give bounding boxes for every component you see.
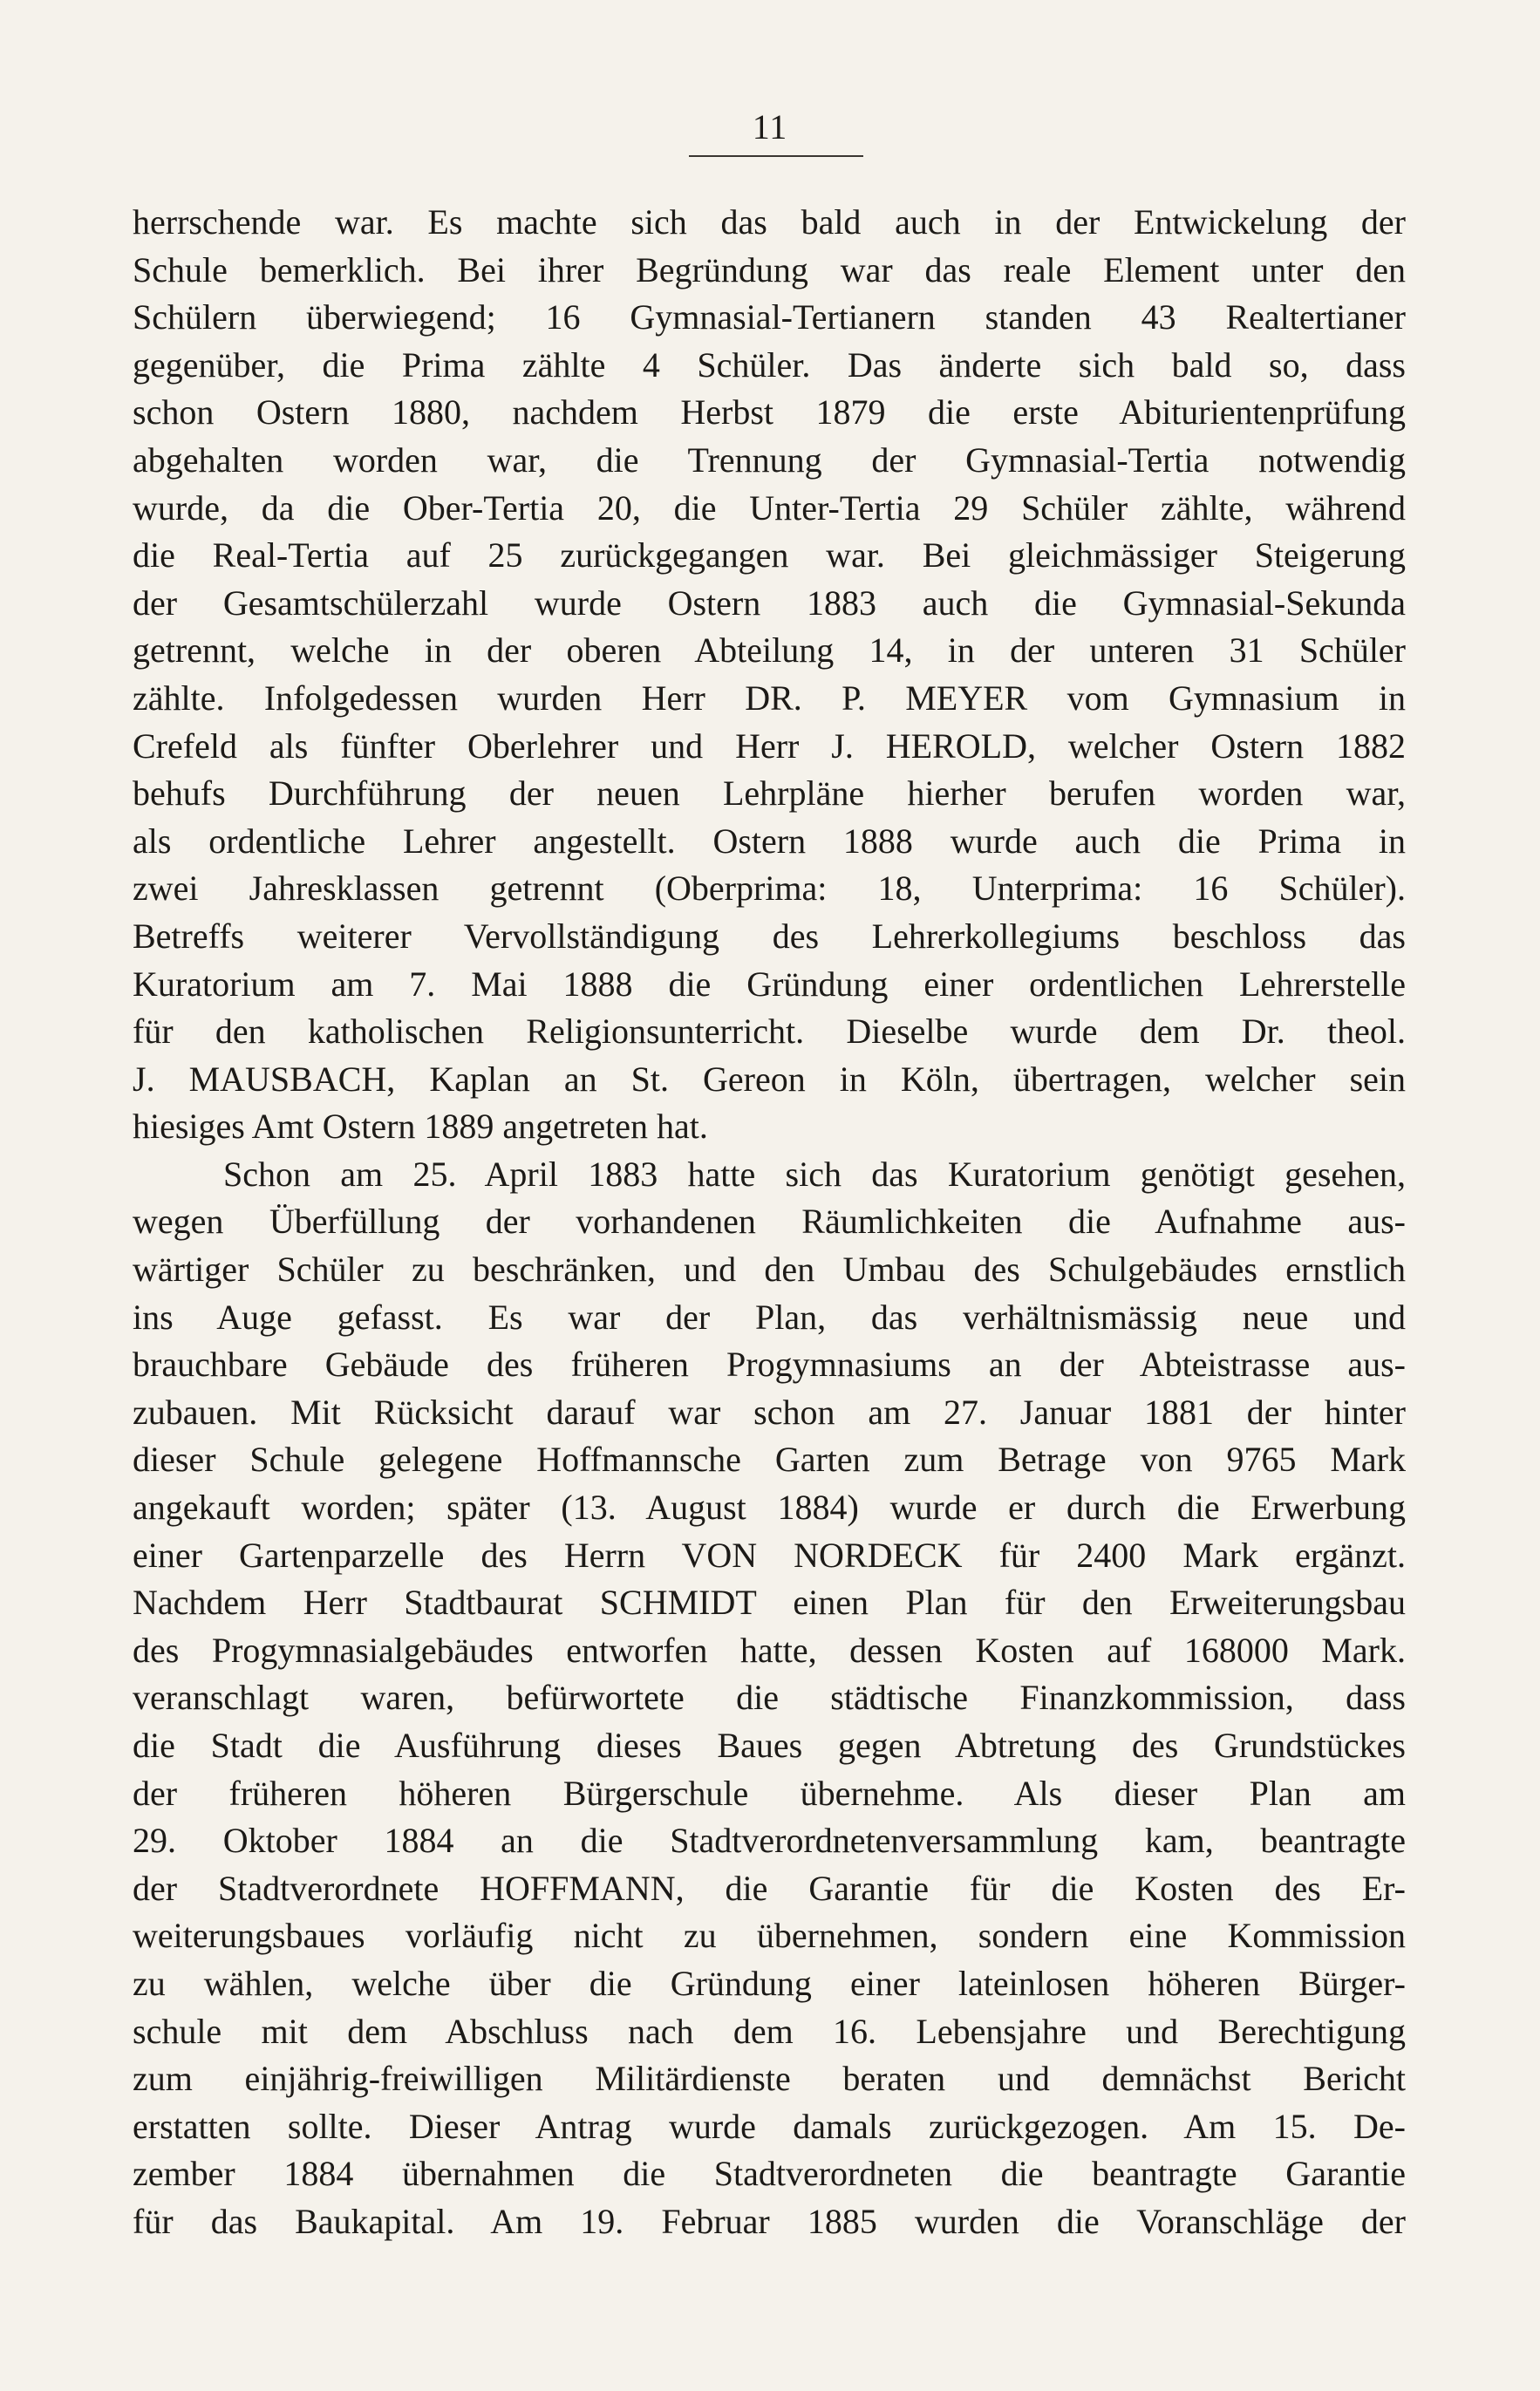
text-line: zember 1884 übernahmen die Stadtverordneten die beantragte Garantie <box>133 2154 1406 2194</box>
text-line: der Stadtverordnete HOFFMANN, die Garantie für die Kosten des Er- <box>133 1868 1406 1908</box>
text-line: Schülern überwiegend; 16 Gymnasial-Tertianern standen 43 Realtertianer <box>133 297 1406 337</box>
text-line: schon Ostern 1880, nachdem Herbst 1879 die erste Abiturientenprüfung <box>133 392 1406 433</box>
text-line: zwei Jahresklassen getrennt (Oberprima: 18, Unterprima: 16 Schüler). <box>133 869 1406 909</box>
text-line: getrennt, welche in der oberen Abteilung 14, in der unteren 31 Schüler <box>133 630 1406 671</box>
text-line: die Real-Tertia auf 25 zurückgegangen war. Bei gleichmässiger Steigerung <box>133 535 1406 576</box>
text-line: herrschende war. Es machte sich das bald auch in der Entwickelung der <box>133 202 1406 242</box>
text-line: dieser Schule gelegene Hoffmannsche Garten zum Betrage von 9765 Mark <box>133 1440 1406 1480</box>
text-line: zählte. Infolgedessen wurden Herr DR. P. MEYER vom Gymnasium in <box>133 678 1406 718</box>
text-line: 29. Oktober 1884 an die Stadtverordnetenversammlung kam, beantragte <box>133 1821 1406 1861</box>
text-line: Schule bemerklich. Bei ihrer Begründung war das reale Element unter den <box>133 249 1406 290</box>
text-line: wurde, da die Ober-Tertia 20, die Unter-Tertia 29 Schüler zählte, während <box>133 487 1406 528</box>
text-line: veranschlagt waren, befürwortete die städtische Finanzkommission, dass <box>133 1678 1406 1718</box>
text-line: abgehalten worden war, die Trennung der Gymnasial-Tertia notwendig <box>133 439 1406 480</box>
text-line: Nachdem Herr Stadtbaurat SCHMIDT einen Plan für den Erweiterungsbau <box>133 1583 1406 1623</box>
text-line: als ordentliche Lehrer angestellt. Ostern 1888 wurde auch die Prima in <box>133 821 1406 861</box>
text-line: erstatten sollte. Dieser Antrag wurde damals zurückgezogen. Am 15. De- <box>133 2106 1406 2146</box>
paragraph <box>133 1151 1406 2246</box>
text-line: zu wählen, welche über die Gründung einer lateinlosen höheren Bürger- <box>133 1963 1406 2003</box>
text-line: der Gesamtschülerzahl wurde Ostern 1883 auch die Gymnasial-Sekunda <box>133 582 1406 623</box>
text-line: Kuratorium am 7. Mai 1888 die Gründung einer ordentlichen Lehrerstelle <box>133 964 1406 1004</box>
text-line: behufs Durchführung der neuen Lehrpläne hierher berufen worden war, <box>133 773 1406 814</box>
text-line: einer Gartenparzelle des Herrn VON NORDECK für 2400 Mark ergänzt. <box>133 1535 1406 1575</box>
text-line: für den katholischen Religionsunterricht. Dieselbe wurde dem Dr. theol. <box>133 1012 1406 1052</box>
text-line: Betreffs weiterer Vervollständigung des Lehrerkollegiums beschloss das <box>133 916 1406 956</box>
text-line: angekauft worden; später (13. August 1884) wurde er durch die Erwerbung <box>133 1488 1406 1528</box>
text-line: Schon am 25. April 1883 hatte sich das Kuratorium genötigt gesehen, <box>223 1154 1406 1194</box>
text-line: Crefeld als fünfter Oberlehrer und Herr J. HEROLD, welcher Ostern 1882 <box>133 725 1406 766</box>
body-text <box>133 199 1406 2246</box>
text-line: wärtiger Schüler zu beschränken, und den Umbau des Schulgebäudes ernstlich <box>133 1250 1406 1290</box>
text-line: zubauen. Mit Rücksicht darauf war schon am 27. Januar 1881 der hinter <box>133 1392 1406 1432</box>
paragraph <box>133 199 1406 1151</box>
text-line: hiesiges Amt Ostern 1889 angetreten hat. <box>133 1107 708 1147</box>
text-line: J. MAUSBACH, Kaplan an St. Gereon in Köln, übertragen, welcher sein <box>133 1059 1406 1099</box>
text-line: für das Baukapital. Am 19. Februar 1885 wurden die Voranschläge der <box>133 2201 1406 2241</box>
text-line: zum einjährig-freiwilligen Militärdienste beraten und demnächst Bericht <box>133 2059 1406 2099</box>
text-line: ins Auge gefasst. Es war der Plan, das verhältnismässig neue und <box>133 1297 1406 1337</box>
text-line: brauchbare Gebäude des früheren Progymnasiums an der Abteistrasse aus- <box>133 1345 1406 1385</box>
text-line: der früheren höheren Bürgerschule übernehme. Als dieser Plan am <box>133 1773 1406 1813</box>
text-line: des Progymnasialgebäudes entworfen hatte, dessen Kosten auf 168000 Mark. <box>133 1630 1406 1670</box>
text-line: weiterungsbaues vorläufig nicht zu übernehmen, sondern eine Kommission <box>133 1916 1406 1956</box>
text-line: gegenüber, die Prima zählte 4 Schüler. Das änderte sich bald so, dass <box>133 344 1406 385</box>
text-line: die Stadt die Ausführung dieses Baues gegen Abtretung des Grundstückes <box>133 1726 1406 1765</box>
page-number-rule <box>689 155 863 157</box>
text-line: wegen Überfüllung der vorhandenen Räumlichkeiten die Aufnahme aus- <box>133 1202 1406 1242</box>
page-number: 11 <box>752 107 788 146</box>
text-line: schule mit dem Abschluss nach dem 16. Lebensjahre und Berechtigung <box>133 2011 1406 2051</box>
